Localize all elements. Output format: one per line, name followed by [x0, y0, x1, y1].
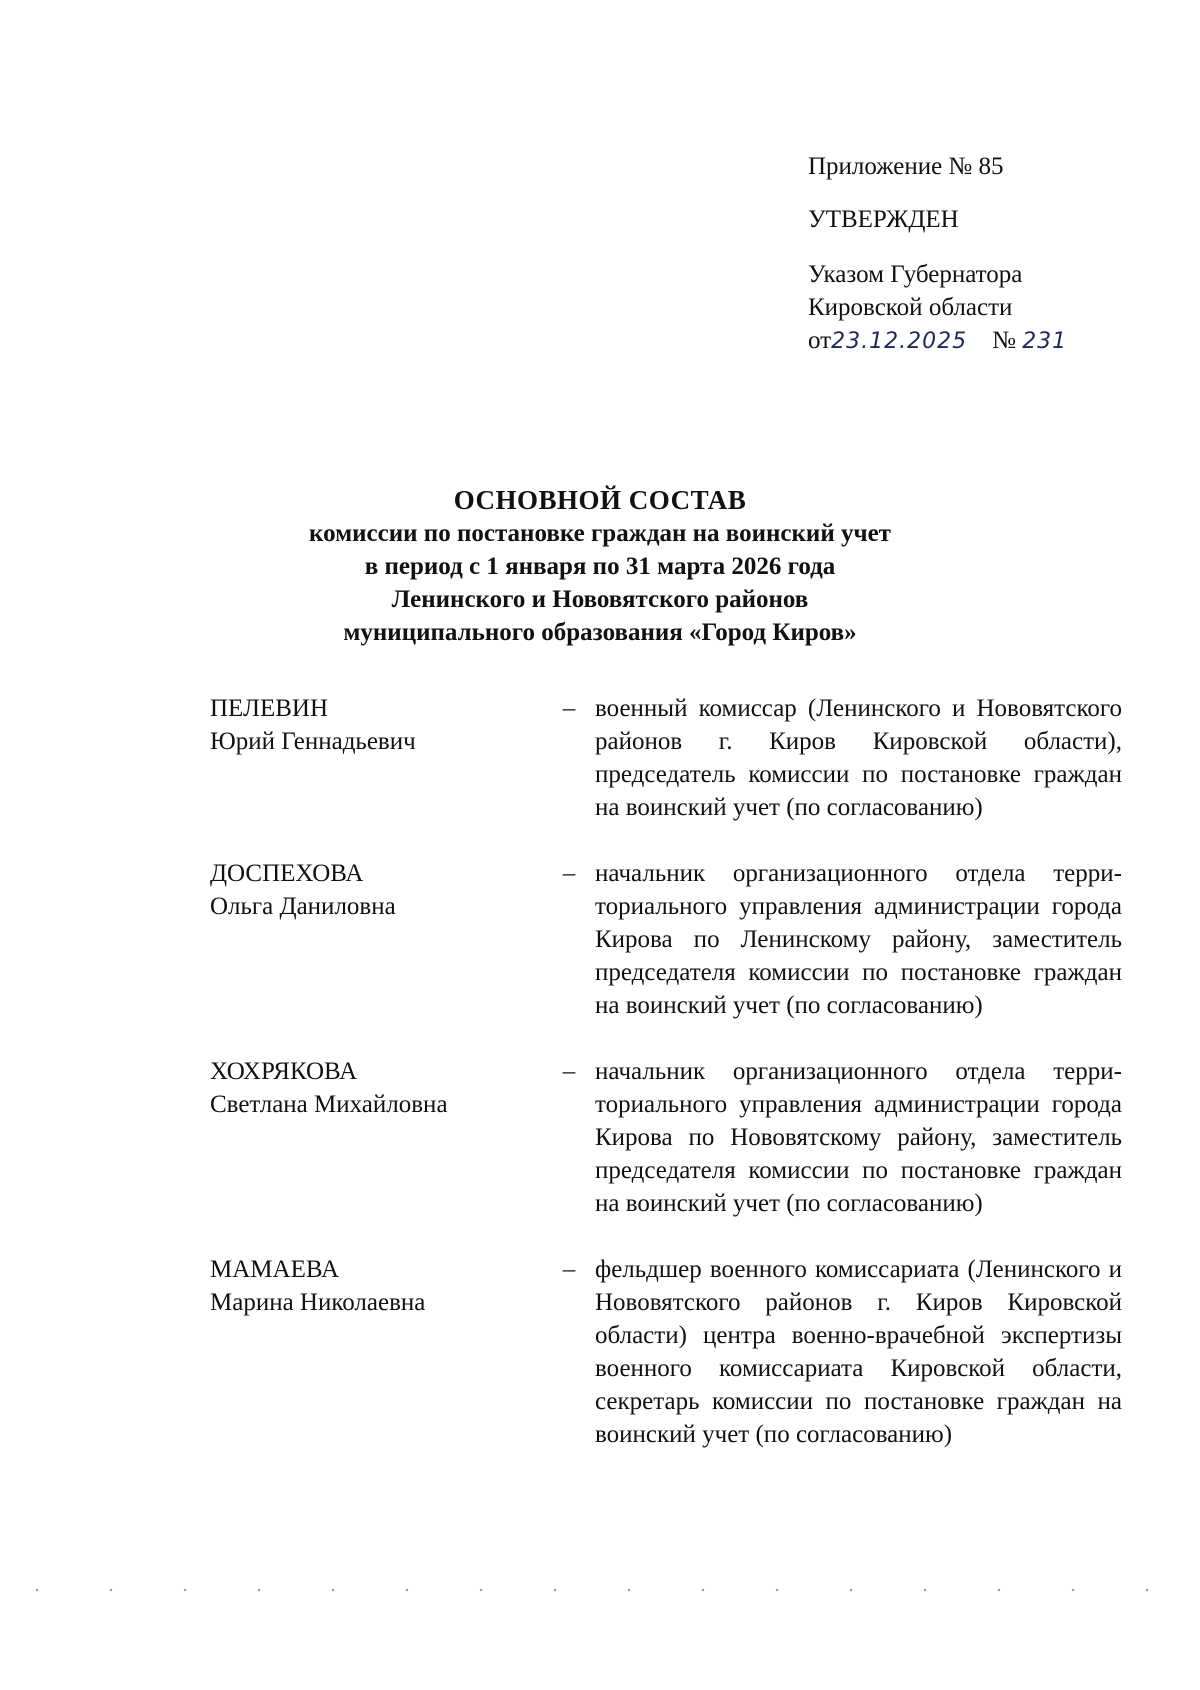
member-given-name: Юрий Геннадьевич — [210, 728, 416, 755]
member-name — [210, 692, 555, 824]
member-role: военный комиссар (Ленинского и Нововятского районов г. Киров Кировской области), председатель комиссии по постановке граждан на воинский учет (по согласованию) — [595, 695, 1122, 821]
member-surname: МАМАЕВА — [210, 1256, 339, 1283]
member-given-name: Ольга Даниловна — [210, 893, 396, 920]
scan-dot-line — [0, 1588, 1200, 1592]
document-title: ОСНОВНОЙ СОСТАВ — [453, 485, 747, 515]
document-title-block — [0, 484, 1200, 649]
member-name — [210, 1253, 555, 1451]
member-role: начальник организационного отдела территориального управления администрации города Кирова по Ленинскому району, заместитель председателя комиссии по постановке граждан на воинский учет (по согласованию) — [595, 860, 1122, 1019]
decree-line-2: Кировской области — [808, 294, 1013, 321]
approval-stamp-block — [808, 150, 1168, 358]
member-role: фельдшер военного комиссариата (Ленинского и Нововятского районов г. Киров Кировской области) центра военно-врачебной экспертизы военного комиссариата Кировской области, секретарь комиссии по постановке граждан на воинский учет (по согласованию) — [595, 1256, 1122, 1448]
member-name — [210, 857, 555, 1022]
member-dash: – — [562, 860, 576, 887]
member-dash: – — [562, 1256, 576, 1283]
member-entry — [210, 857, 1122, 1022]
handwritten-number: 231 — [1022, 329, 1068, 354]
member-surname: ХОХРЯКОВА — [210, 1058, 358, 1085]
handwritten-date: 23.12.2025 — [831, 329, 968, 354]
member-entry — [210, 1055, 1122, 1220]
decree-date-line — [808, 324, 1168, 358]
member-given-name: Марина Николаевна — [210, 1289, 426, 1316]
member-given-name: Светлана Михайловна — [210, 1091, 448, 1118]
member-surname: ПЕЛЕВИН — [210, 695, 329, 722]
member-entry — [210, 1253, 1122, 1451]
member-entry — [210, 692, 1122, 824]
appendix-number: Приложение № 85 — [808, 153, 1004, 180]
member-name — [210, 1055, 555, 1220]
date-prefix: от — [808, 327, 832, 354]
title-line-1: комиссии по постановке граждан на воинский учет — [309, 520, 891, 547]
number-prefix: № — [992, 327, 1016, 354]
member-surname: ДОСПЕХОВА — [210, 860, 364, 887]
decree-line-1: Указом Губернатора — [808, 261, 1023, 288]
member-role: начальник организационного отдела территориального управления администрации города Кирова по Нововятскому району, заместитель председателя комиссии по постановке граждан на воинский учет (по согласованию) — [595, 1058, 1122, 1217]
members-list — [210, 692, 1122, 1451]
title-line-4: муниципального образования «Город Киров» — [343, 619, 857, 646]
approved-label: УТВЕРЖДЕН — [808, 206, 959, 233]
member-dash: – — [562, 1058, 576, 1085]
member-dash: – — [562, 695, 576, 722]
title-line-3: Ленинского и Нововятского районов — [391, 586, 809, 613]
title-line-2: в период с 1 января по 31 марта 2026 года — [364, 553, 836, 580]
